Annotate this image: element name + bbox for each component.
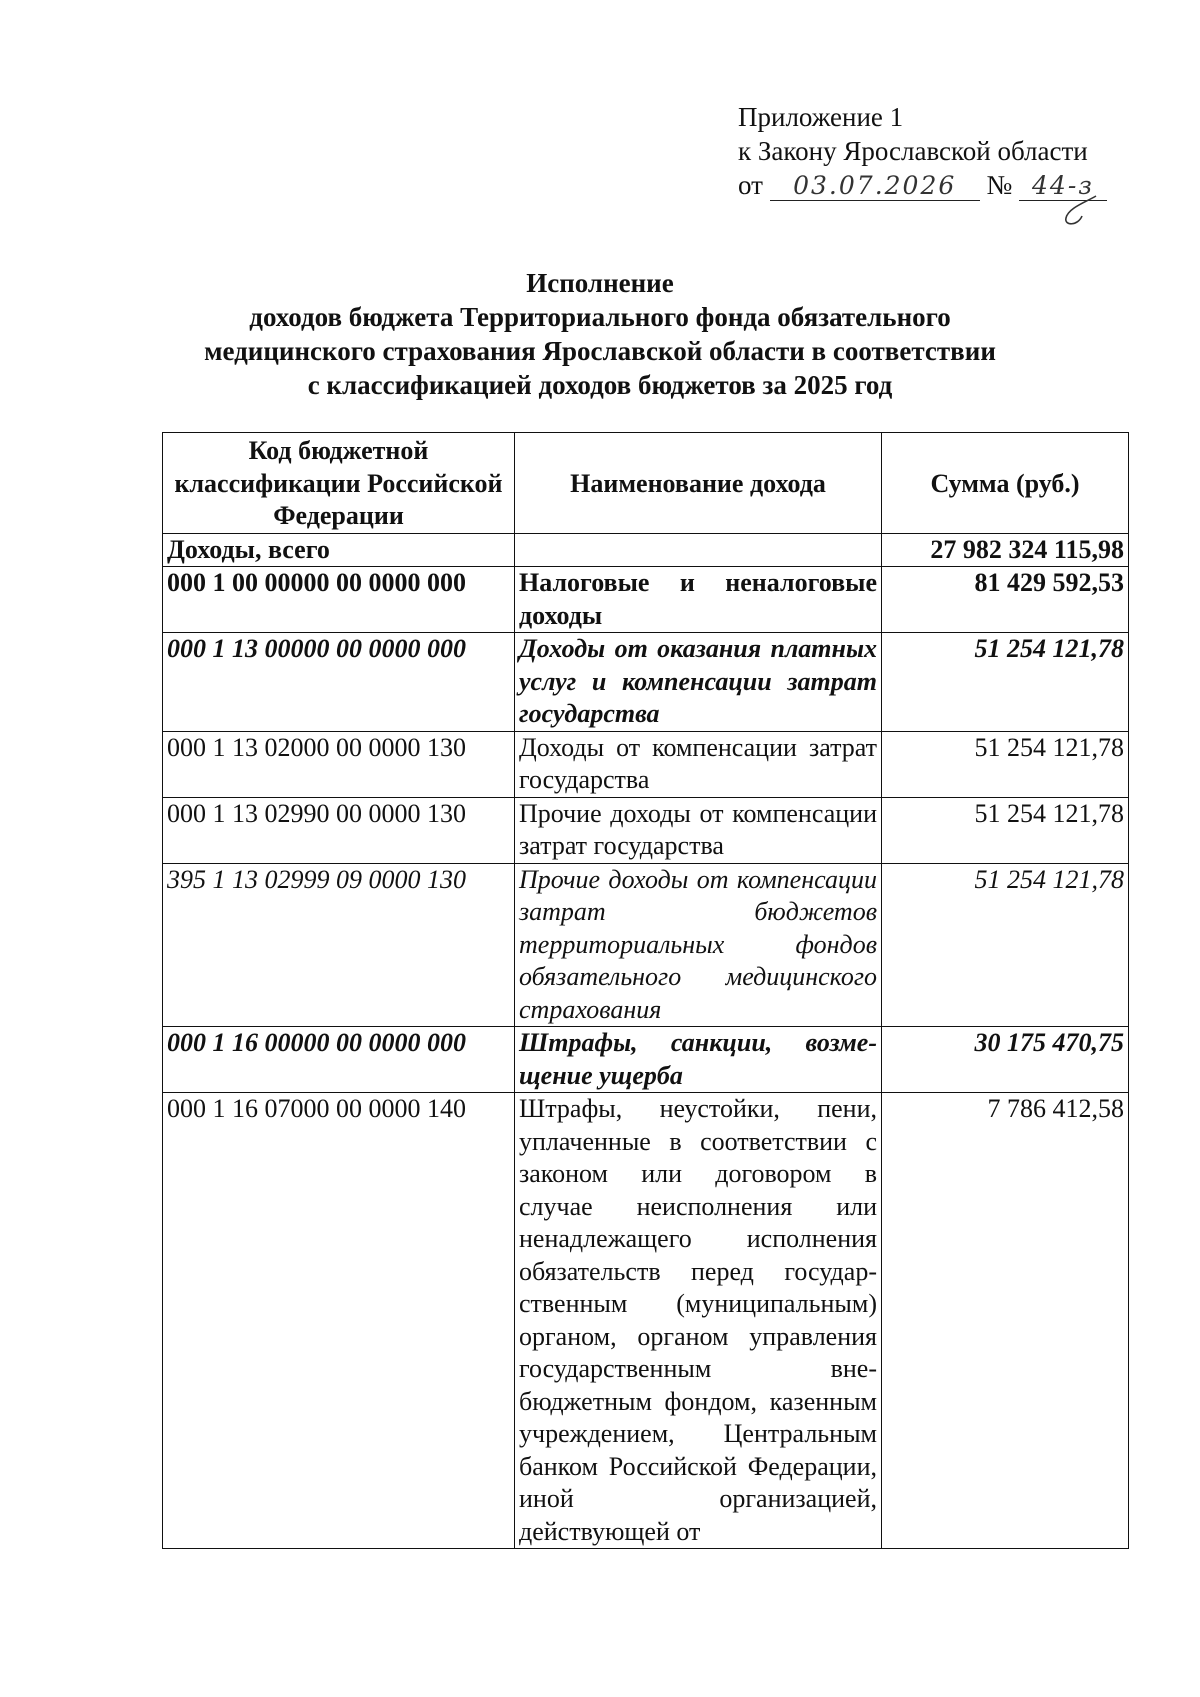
table-row [163,731,1129,797]
title-line-4: с классификацией доходов бюджетов за 2025 год [307,370,893,400]
row-name: Прочие доходы от компенсации затрат бюджетов территориальных фондов обязательного медицинского страхования [515,863,882,1027]
table-row [163,633,1129,732]
row-amount: 81 429 592,53 [882,567,1129,633]
row-code: 000 1 16 07000 00 0000 140 [163,1093,515,1549]
table-row [163,1093,1129,1549]
header-amount: Сумма (руб.) [882,433,1129,534]
appendix-line-1: Приложение 1 [738,102,904,132]
row-name: Прочие доходы от компенсации затрат государства [515,797,882,863]
handwritten-number: 44-з [1019,172,1107,201]
row-code: 000 1 13 00000 00 0000 000 [163,633,515,732]
row-name [515,533,882,567]
handwritten-date: 03.07.2026 [770,172,980,201]
table-row [163,567,1129,633]
row-code: 000 1 13 02000 00 0000 130 [163,731,515,797]
row-name: Доходы от компенсации затрат государства [515,731,882,797]
row-code: 000 1 13 02990 00 0000 130 [163,797,515,863]
row-amount: 51 254 121,78 [882,863,1129,1027]
title-line-1: Исполнение [526,268,674,298]
row-code: 395 1 13 02999 09 0000 130 [163,863,515,1027]
row-code: 000 1 00 00000 00 0000 000 [163,567,515,633]
row-amount: 51 254 121,78 [882,633,1129,732]
title-line-2: доходов бюджета Территориального фонда обязательного [249,302,951,332]
appendix-line-2: к Закону Ярославской области [738,136,1088,166]
table-row [163,797,1129,863]
document-title [0,266,1200,402]
row-code: 000 1 16 00000 00 0000 000 [163,1027,515,1093]
row-amount: 27 982 324 115,98 [882,533,1129,567]
table-row [163,1027,1129,1093]
row-name: Штрафы, санкции, возмещение ущерба [515,1027,882,1093]
number-prefix: № [986,170,1013,200]
row-name: Налоговые и неналоговые доходы [515,567,882,633]
header-code: Код бюджетной классификации Российской Федерации [163,433,515,534]
appendix-block [738,100,1107,202]
header-name: Наименование дохода [515,433,882,534]
row-amount: 51 254 121,78 [882,731,1129,797]
date-prefix: от [738,170,763,200]
row-amount: 7 786 412,58 [882,1093,1129,1549]
table-header-row [163,433,1129,534]
appendix-date-line [738,168,1107,202]
table-row-total [163,533,1129,567]
title-line-3: медицинского страхования Ярославской области в соответствии [204,336,996,366]
row-name: Доходы от оказания платных услуг и компенсации затрат государства [515,633,882,732]
row-name: Штрафы, неустойки, пени, уплаченные в соответствии с законом или договором в случае неисполнения или ненадлежащего исполнения обязательств перед государственным (муниципальным) органом, органом управления государственным внебюджетным фондом, казенным учреждением, Центральным банком Российской Федерации, иной организацией, действующей от [515,1093,882,1549]
revenue-table [162,432,1129,1549]
row-code: Доходы, всего [163,533,515,567]
signature-flourish-icon [1056,194,1106,228]
row-amount: 30 175 470,75 [882,1027,1129,1093]
row-amount: 51 254 121,78 [882,797,1129,863]
table-row [163,863,1129,1027]
